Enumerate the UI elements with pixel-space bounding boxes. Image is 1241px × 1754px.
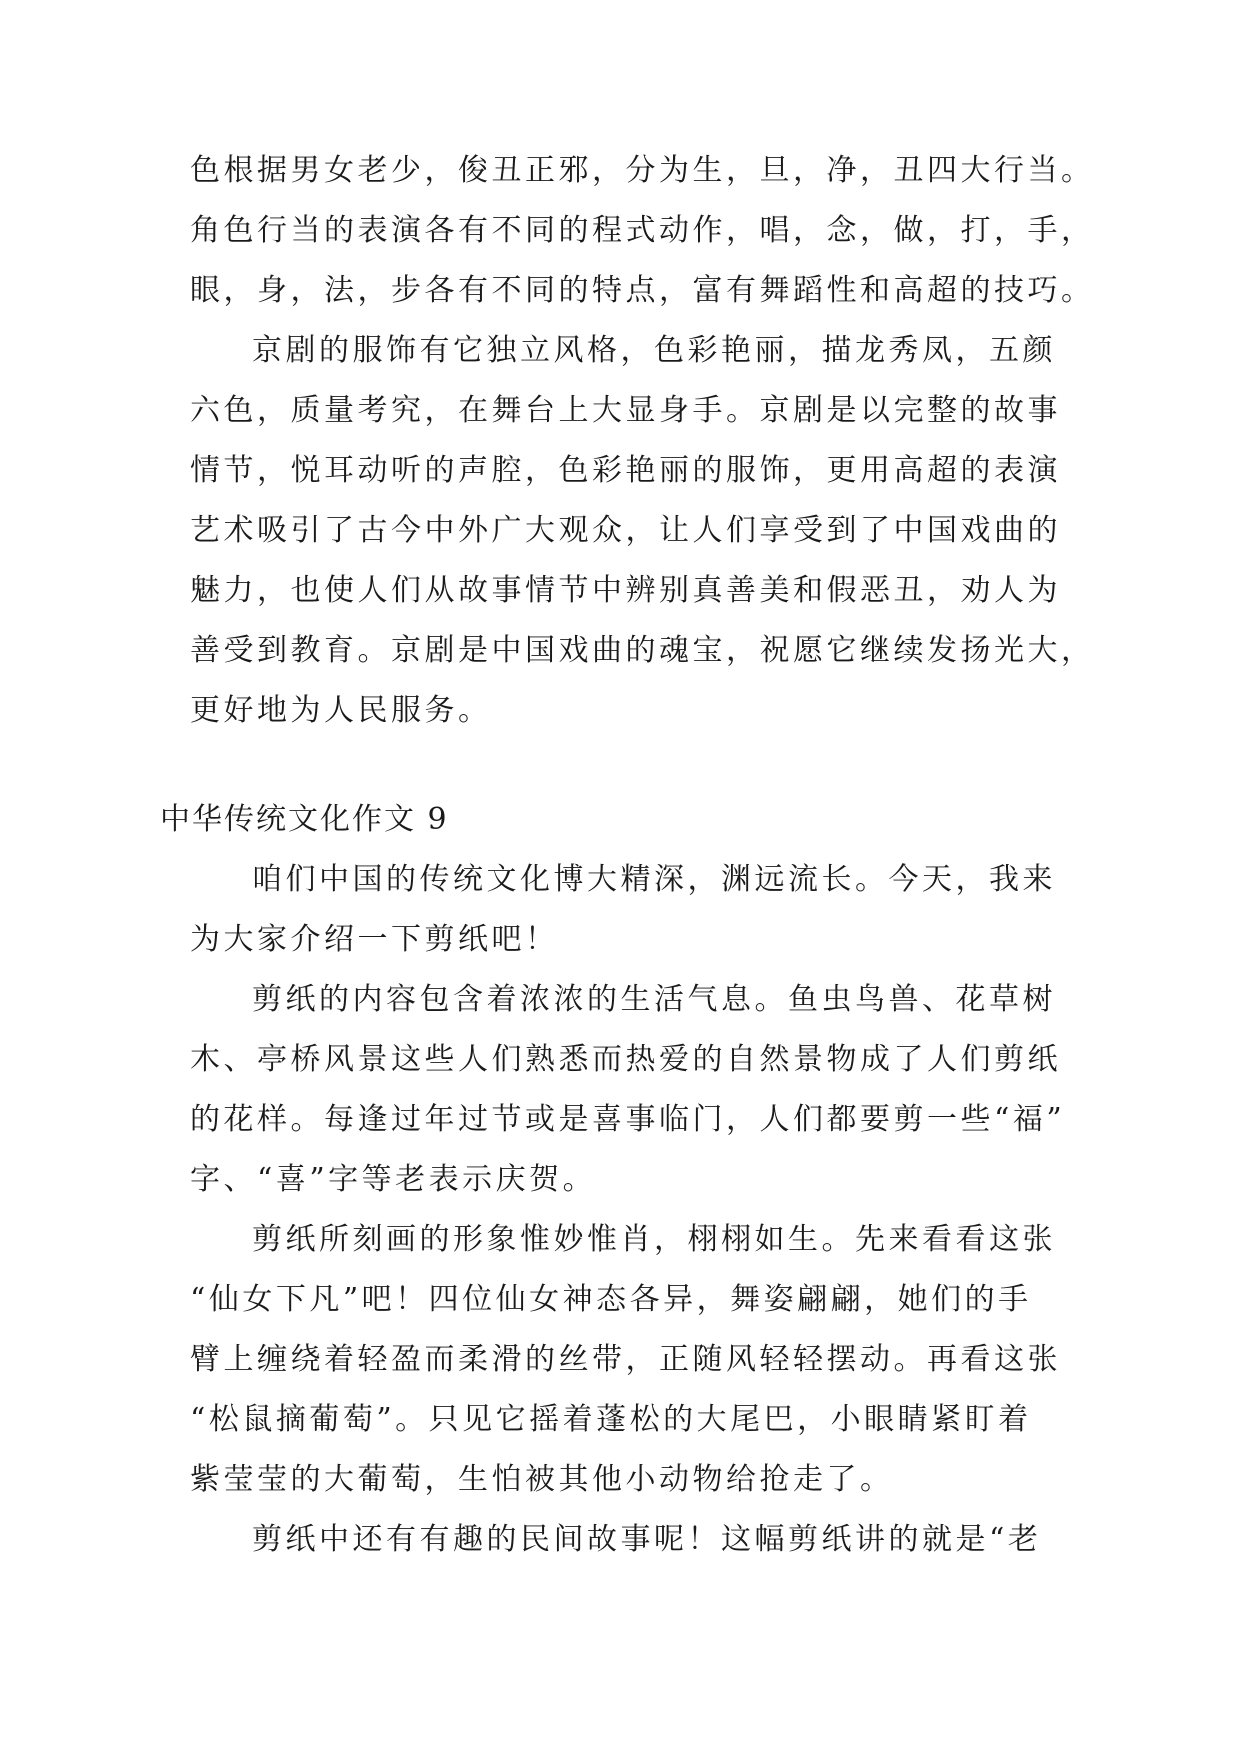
text-line: 臂上缠绕着轻盈而柔滑的丝带，正随风轻轻摆动。再看这张 bbox=[190, 1342, 1061, 1377]
text-line: “仙女下凡”吧！四位仙女神态各异，舞姿翩翩，她们的手 bbox=[190, 1282, 1032, 1317]
text-line: 的花样。每逢过年过节或是喜事临门，人们都要剪一些“福” bbox=[190, 1102, 1066, 1137]
text-line: 紫莹莹的大葡萄，生怕被其他小动物给抢走了。 bbox=[190, 1462, 894, 1497]
text-line: 木、亭桥风景这些人们熟悉而热爱的自然景物成了人们剪纸 bbox=[190, 1042, 1061, 1077]
text-line: “松鼠摘葡萄”。只见它摇着蓬松的大尾巴，小眼睛紧盯着 bbox=[190, 1402, 1032, 1437]
text-line: 六色，质量考究，在舞台上大显身手。京剧是以完整的故事 bbox=[190, 393, 1061, 428]
paragraph-start-line: 剪纸中还有有趣的民间故事呢！这幅剪纸讲的就是“老 bbox=[252, 1522, 1042, 1557]
paragraph-start-line: 剪纸的内容包含着浓浓的生活气息。鱼虫鸟兽、花草树 bbox=[252, 982, 1056, 1017]
text-line: 更好地为人民服务。 bbox=[190, 693, 492, 728]
text-line: 情节，悦耳动听的声腔，色彩艳丽的服饰，更用高超的表演 bbox=[190, 453, 1061, 488]
text-line: 眼，身，法，步各有不同的特点，富有舞蹈性和高超的技巧。 bbox=[190, 273, 1095, 308]
text-line: 色根据男女老少，俊丑正邪，分为生，旦，净，丑四大行当。 bbox=[190, 153, 1095, 188]
text-line: 艺术吸引了古今中外广大观众，让人们享受到了中国戏曲的 bbox=[190, 513, 1061, 548]
text-line: 为大家介绍一下剪纸吧！ bbox=[190, 922, 559, 957]
text-line: 善受到教育。京剧是中国戏曲的魂宝，祝愿它继续发扬光大， bbox=[190, 633, 1095, 668]
section-heading: 中华传统文化作文 9 bbox=[160, 802, 449, 837]
paragraph-start-line: 咱们中国的传统文化博大精深，渊远流长。今天，我来 bbox=[252, 862, 1056, 897]
text-line: 魅力，也使人们从故事情节中辨别真善美和假恶丑，劝人为 bbox=[190, 573, 1061, 608]
paragraph-start-line: 京剧的服饰有它独立风格，色彩艳丽，描龙秀凤，五颜 bbox=[252, 333, 1056, 368]
text-line: 字、“喜”字等老表示庆贺。 bbox=[190, 1162, 597, 1197]
paragraph-start-line: 剪纸所刻画的形象惟妙惟肖，栩栩如生。先来看看这张 bbox=[252, 1222, 1056, 1257]
text-line: 角色行当的表演各有不同的程式动作，唱，念，做，打，手， bbox=[190, 213, 1095, 248]
